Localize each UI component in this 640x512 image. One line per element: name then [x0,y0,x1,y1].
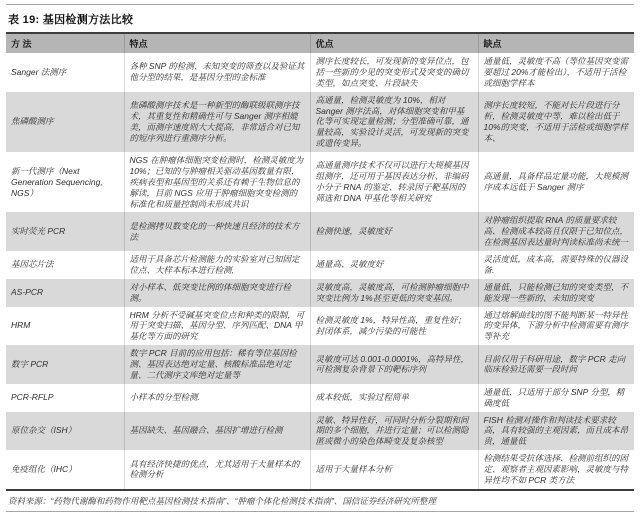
gene-detection-comparison-table [6,32,634,491]
method-cell: 实时荧光 PCR [11,226,66,237]
method-cell: PCR-RFLP [11,392,54,403]
disadvantage-cell: 通量低，灵敏度不高（等位基因突变需要超过 20%才能检出），不适用于活检或细胞学样本 [478,53,634,92]
advantage-cell: 适用于大量样本分析 [310,450,478,490]
advantage-cell: 高通量，检测灵敏度为 10%，相对 Sanger 测序法高，对体细胞突变和甲基化等可实现定量检测；分型准确可靠，通量较高，实验设计灵活，可发现新的突变或遗传变异。 [310,92,478,152]
table-row [6,384,634,412]
disadvantage-cell: 通过熔解曲线的图不能判断某一特异性的变异体，下游分析中检测需要有测序等补充 [478,307,634,346]
disadvantage-cell: 通量低，只能检测已知的突变类型，不能发现一些新的、未知的突变 [478,279,634,307]
advantage-cell: 灵敏度高，灵敏度高，可检测肿瘤细胞中突变比例为 1%甚至更低的突变基因。 [310,279,478,307]
table-row [6,212,634,251]
header-feature: 特点 [124,33,310,53]
method-cell: 新一代测序（Next Generation Sequencing, NGS） [11,165,103,198]
disadvantage-cell: 对肿瘤组织提取 RNA 的质量要求较高、检测成本较高且仅限于已知位点，在检测基因表达量时判读标准尚未统一 [478,212,634,251]
feature-cell: 对小样本、低突变比例的体细胞突变进行检测。 [124,279,310,307]
table-row [6,92,634,152]
disadvantage-cell: 目前仅用于科研用途，数字 PCR 走向临床检验还需要一段时间 [478,345,634,384]
disadvantage-cell: 通量低，只适用于部分 SNP 分型，精确度低 [478,384,634,412]
disadvantage-cell: 检测结果受抗体选择、检测前组织的固定、观察者主观因素影响，灵敏度与特异性均不如 PCR 类方法 [478,450,634,490]
feature-cell: HRM 分析不受碱基突变位点和种类的限制，可用于突变扫描、基因分型、序列匹配、DNA 甲基化等方面的研究 [124,307,310,346]
method-cell: 原位杂交（ISH） [11,425,77,436]
advantage-cell: 测序长度较长，可发现新的变异位点，包括一些新的少见的突变形式及突变的确切类型，如点突变、片段缺失 [310,53,478,92]
disadvantage-cell: 测序长度较短，不能对长片段进行分析，检测灵敏度中等，难以检出低于 10%的突变，不适用于活检或细胞学样本、 [478,92,634,152]
table-row [6,152,634,212]
method-cell: 基因芯片法 [11,259,54,270]
method-cell: Sanger 法测序 [11,66,67,77]
disadvantage-cell: 高通量，具备样品定量功能，大规模测序成本远低于 Sanger 测序 [478,152,634,212]
disadvantage-cell: FISH 检测对操作和判读技术要求较高，具有较强的主观因素，而且成本昂贵，通量低 [478,412,634,451]
feature-cell: 数字 PCR 目前的应用包括：稀有等位基因检测、基因表达绝对定量、核酸标准品绝对定量、二代测序文库绝对定量等 [124,345,310,384]
feature-cell: 基因缺失、基因融合、基因扩增进行检测 [124,412,310,451]
advantage-cell: 检测灵敏度 1%，特异性高，重复性好；封闭体系，减少污染的可能性 [310,307,478,346]
method-cell: 数字 PCR [11,359,49,369]
disadvantage-cell: 灵活度低，成本高，需要特殊的仪器设备. [478,251,634,279]
method-cell: 焦磷酸测序 [11,116,54,127]
advantage-cell: 灵敏、特异性好，可同时分析分裂期和间期的多个细胞，并进行定量；可以检测隐匿或微小的染色体畸变及复杂核型 [310,412,478,451]
method-cell: 免疫组化（IHC） [6,450,124,490]
feature-cell: 各种 SNP 的检测、未知突变的筛查以及验证其他分型的结果，是基因分型的金标准 [124,53,310,92]
table-row [6,412,634,451]
table-row [6,251,634,279]
feature-cell: 小样本的分型检测. [124,384,310,412]
table-row [6,307,634,346]
table-row [6,53,634,92]
header-advantage: 优点 [310,33,478,53]
method-cell: AS-PCR [11,287,44,298]
header-method: 方 法 [6,33,124,53]
table-title: 表 19: 基因检测方法比较 [8,14,134,26]
table-row [6,279,634,307]
table-row [6,450,634,490]
feature-cell: 适用于具备芯片检测能力的实验室对已知固定位点、大样本标本进行检测, [124,251,310,279]
source-note: 资料来源：“药物代谢酶和药物作用靶点基因检测技术指南”、“肿瘤个体化检测技术指南”、国信证券经济研究所整理 [8,495,436,506]
method-cell: HRM [11,320,31,331]
advantage-cell: 通量高、灵敏度好 [310,251,478,279]
feature-cell: 具有经济快捷的优点，尤其适用于大量样本的检测分析 [124,450,310,490]
table-row [6,345,634,384]
advantage-cell: 检测快速，灵敏度好 [310,212,478,251]
advantage-cell: 灵敏度可达 0.001-0.0001%，高特异性，可检测复杂背景下的靶标序列 [310,345,478,384]
advantage-cell: 成本较低，实验过程简单 [310,384,478,412]
feature-cell: 焦磷酸测序技术是一种新型的酶联级联测序技术，其重复性和精确性可与 Sanger 测序相媲美，而测序速度则大大提高，非常适合对已知的短序列进行重测序分析。 [124,92,310,152]
header-row [6,33,634,53]
feature-cell: NGS 在肿瘤体细胞突变检测时，检测灵敏度为 10%；已知的与肿瘤相关驱动基因数量有限，疾病表型和基因型的关系还有赖于生物信息的解读，目前 NGS 应用于肿瘤细胞突变检测的标准化和质量控制尚未形成共识 [124,152,310,212]
feature-cell: 是检测拷贝数变化的一种快速且经济的技术方法 [124,212,310,251]
advantage-cell: 高通量测序技术不仅可以进行大规模基因组测序，还可用于基因表达分析、非编码小分子 RNA 的鉴定、转录因子靶基因的筛选和 DNA 甲基化等相关研究 [310,152,478,212]
header-disadvantage: 缺点 [478,33,634,53]
